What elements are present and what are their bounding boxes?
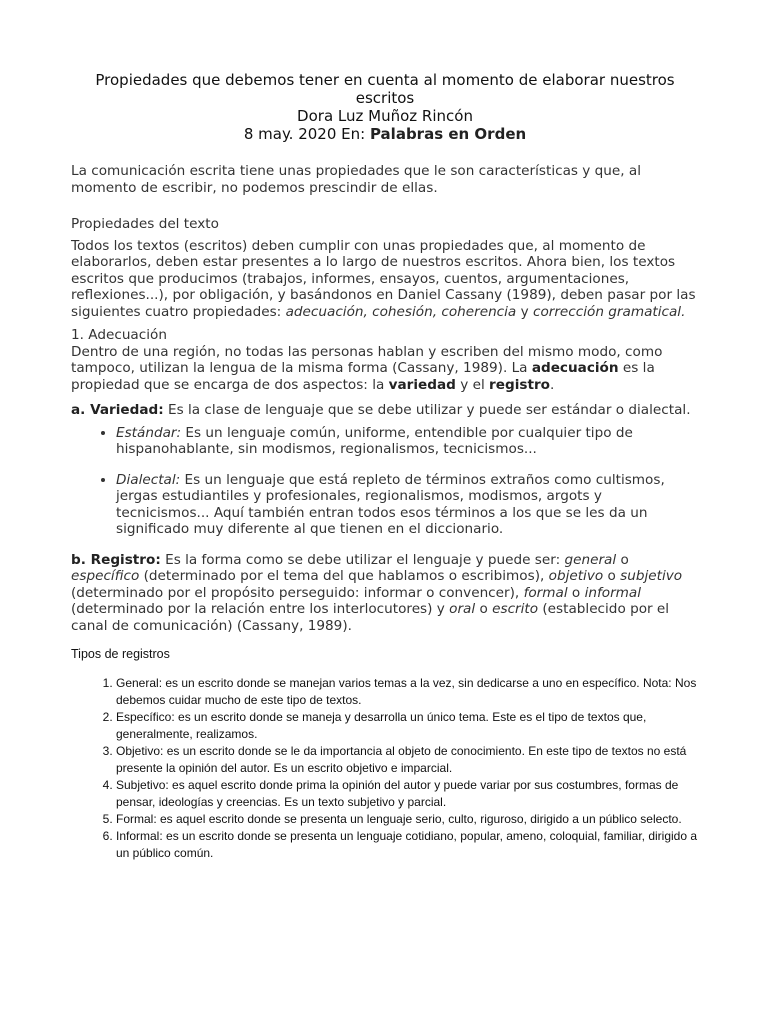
registro-term: objetivo (548, 568, 604, 584)
list-item: 6. Informal: es un escrito donde se presenta un lenguaje cotidiano, popular, ameno, coloquial, familiar, dirigido a un público común. (116, 828, 699, 862)
estandar-term: Estándar: (116, 424, 182, 441)
properties-and: y (516, 303, 533, 320)
variedad-text: Es la clase de lenguaje que se debe utilizar y puede ser estándar o dialectal. (163, 402, 691, 418)
dialectal-term: Dialectal: (116, 471, 181, 488)
registro-paragraph (71, 552, 699, 635)
estandar-text: Es un lenguaje común, uniforme, entendible por cualquier tipo de hispanohablante, sin modismos, regionalismos, tecnicismos... (116, 424, 633, 457)
document-title: Propiedades que debemos tener en cuenta al momento de elaborar nuestros escritos (95, 71, 675, 107)
properties-last: corrección gramatical. (532, 303, 686, 320)
registro-label: b. Registro: (71, 551, 161, 568)
list-item (116, 425, 699, 458)
adecuacion-heading: 1. Adecuación (71, 327, 167, 343)
registro-text: (establecido por el canal de comunicación) (Cassany, 1989). (71, 601, 670, 634)
tipos-title: Tipos de registros (71, 647, 170, 661)
list-item: 3. Objetivo: es un escrito donde se le da importancia al objeto de conocimiento. En este tipo de textos no está presente la opinión del autor. Es un escrito objetivo e imparcial. (116, 743, 699, 777)
adecuacion-text-2: es la propiedad que se encarga de dos aspectos: la (71, 360, 655, 393)
document-date-source (71, 125, 699, 143)
list-item: 2. Específico: es un escrito donde se maneja y desarrolla un único tema. Este es el tipo de textos que, generalmente, realizamos. (116, 709, 699, 743)
list-item: 4. Subjetivo: es aquel escrito donde prima la opinión del autor y puede variar por sus costumbres, formas de pensar, ideologías y creencias. Es un texto subjetivo y parcial. (116, 777, 699, 811)
adecuacion-text-4: . (550, 376, 555, 393)
registro-bold: registro (489, 376, 550, 393)
properties-text: Todos los textos (escritos) deben cumplir con unas propiedades que, al momento de elaborarlos, deben estar presentes a lo largo de nuestros escritos. Ahora bien, los textos escritos que producimos (trabajos, informes, ensayos, cuentos, argumentaciones, reflexiones...), por obligación, y basándonos en Daniel Cassany (1989), deben pasar por las siguientes cuatro propiedades: (71, 237, 696, 320)
source-name: Palabras en Orden (369, 125, 527, 143)
adecuacion-bold: adecuación (531, 360, 619, 376)
registro-term: escrito (492, 601, 539, 617)
date-prefix: 8 may. 2020 En: (243, 125, 370, 143)
registro-text: (determinado por el propósito perseguido: informar o convencer), (71, 584, 524, 601)
registro-text: (determinado por el tema del que hablamos o escribimos), (139, 568, 549, 584)
registro-term: formal (523, 584, 568, 601)
properties-paragraph (71, 238, 699, 321)
adecuacion-text-1: Dentro de una región, no todas las personas hablan y escriben del mismo modo, como tampoco, utilizan la lengua de la misma forma (Cassany, 1989). La (71, 343, 663, 376)
properties-list: adecuación, cohesión, coherencia (285, 303, 517, 320)
document-page (71, 71, 699, 862)
registro-term: específico (71, 568, 140, 584)
variedad-paragraph (71, 402, 699, 419)
list-item: 1. General: es un escrito donde se manejan varios temas a la vez, sin dedicarse a uno en específico. Nota: Nos debemos cuidar mucho de este tipo de textos. (116, 675, 699, 709)
registro-term: subjetivo (620, 568, 683, 584)
adecuacion-text-3: y el (455, 376, 490, 393)
registro-text: Es la forma como se debe utilizar el lenguaje y puede ser: (160, 551, 565, 568)
registro-term: informal (584, 584, 642, 601)
variedad-label: a. Variedad: (71, 402, 164, 418)
list-item (116, 472, 699, 538)
registro-text: o (603, 568, 621, 584)
dialectal-text: Es un lenguaje que está repleto de términos extraños como cultismos, jergas estudiantiles y profesionales, regionalismos, modismos, argots y tecnicismos... Aquí también entran todos esos términos a los que se les da un significado muy diferente al que tienen en el diccionario. (116, 471, 665, 537)
registro-text: o (567, 584, 585, 601)
variedad-list (71, 425, 699, 538)
registro-text: (determinado por la relación entre los interlocutores) y (71, 601, 450, 617)
section-title: Propiedades del texto (71, 216, 219, 232)
registro-text: o (475, 601, 493, 617)
registro-term: oral (449, 601, 476, 617)
tipos-list (71, 675, 699, 862)
document-header (71, 71, 699, 143)
adecuacion-paragraph (71, 344, 699, 394)
list-item: 5. Formal: es aquel escrito donde se presenta un lenguaje serio, culto, riguroso, dirigido a un público selecto. (116, 811, 699, 828)
document-author: Dora Luz Muñoz Rincón (297, 107, 473, 125)
variedad-bold: variedad (388, 376, 456, 393)
registro-term: general (564, 551, 617, 568)
registro-text: o (616, 551, 629, 568)
intro-paragraph: La comunicación escrita tiene unas propiedades que le son características y que, al momento de escribir, no podemos prescindir de ellas. (71, 163, 642, 196)
